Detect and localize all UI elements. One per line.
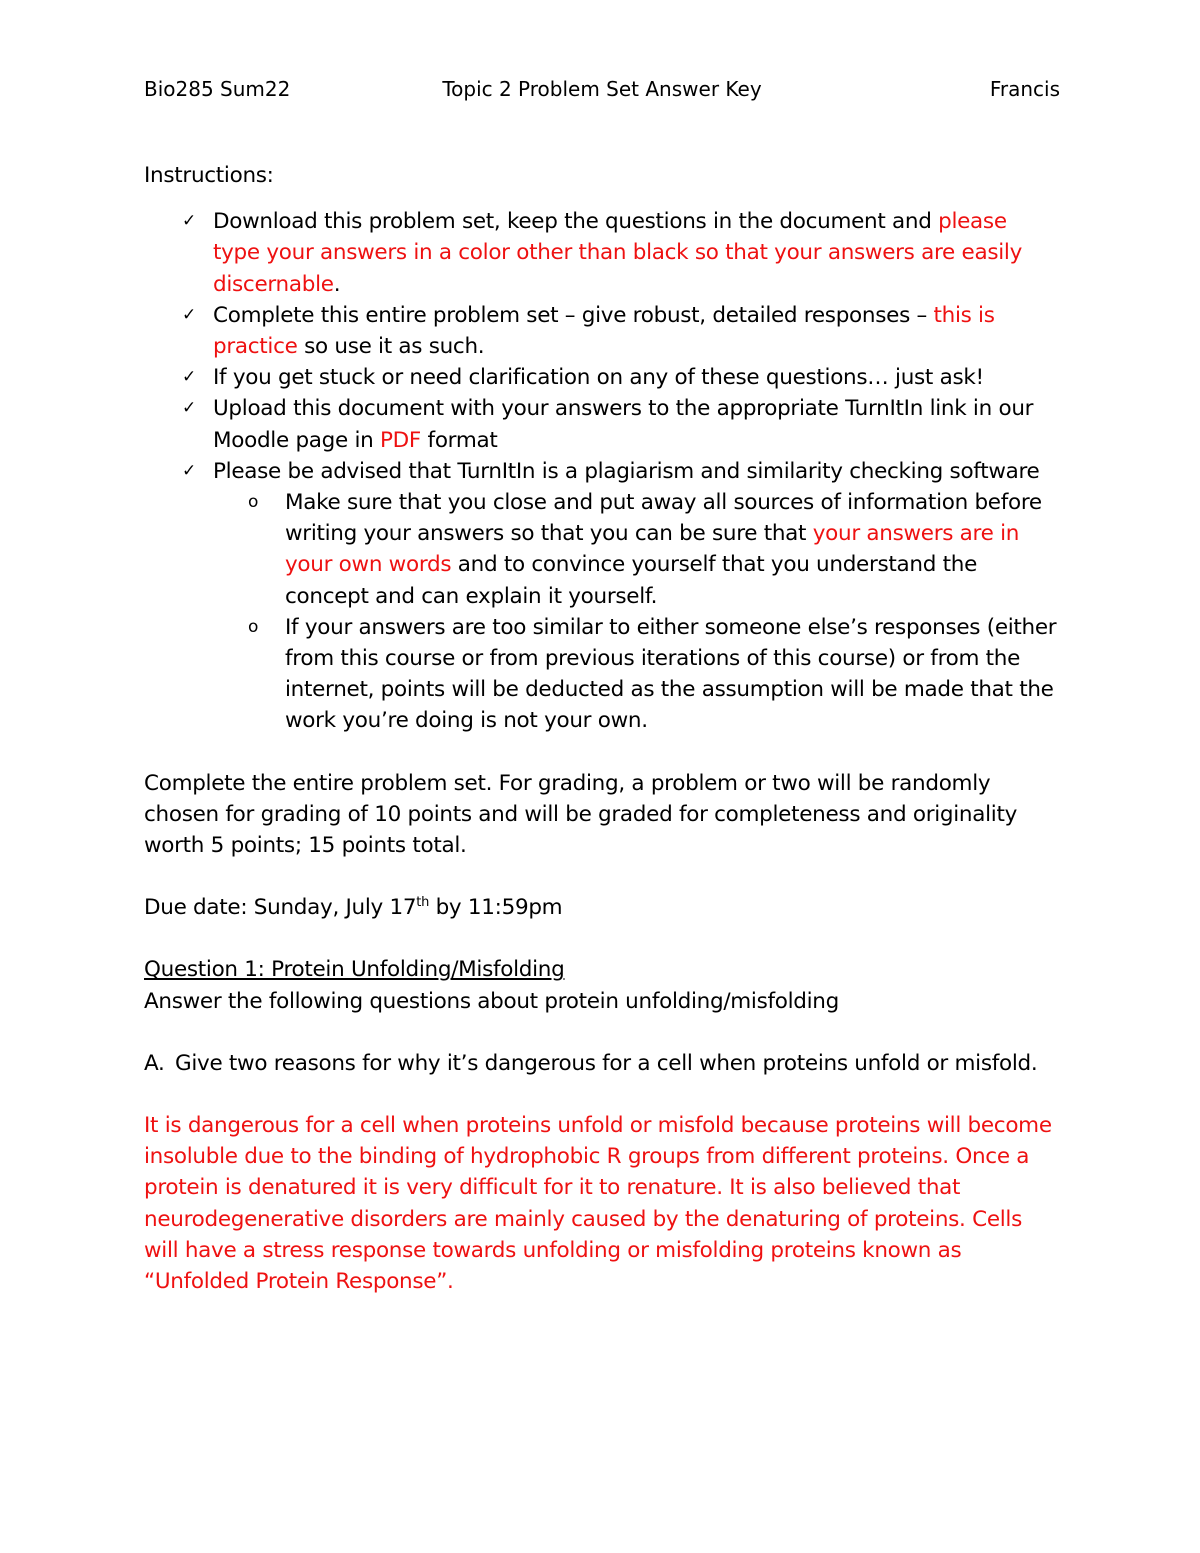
page-header [144, 74, 1060, 104]
due-date-text: Due date: Sunday, July 17 [144, 895, 417, 921]
question-1a-answer: It is dangerous for a cell when proteins unfold or misfold because proteins will become insoluble due to the binding of hydrophobic R groups from different proteins. Once a protein is denatured it is very difficult for it to renature. It is also believed that neurodegenerative disorders are mainly caused by the denaturing of proteins. Cells will have a stress response towards unfolding or misfolding proteins known as “Unfolded Protein Response”. [144, 1113, 1052, 1295]
instruction-text: and to convince yourself that you understand the concept and can explain it yourself. [285, 552, 978, 609]
check-icon: ✓ [182, 211, 196, 232]
instruction-text: If your answers are too similar to either someone else’s responses (either from this course or from previous iterations of this course) or from the internet, points will be deducted as the assumption will be made that the work you’re doing is not your own. [285, 614, 1057, 734]
header-title: Topic 2 Problem Set Answer Key [442, 77, 762, 101]
check-icon: ✓ [182, 460, 196, 481]
instruction-highlight: this is practice [213, 302, 995, 360]
instruction-item [144, 393, 1060, 455]
question-1a-text: Give two reasons for why it’s dangerous for a cell when proteins unfold or misfold. [175, 1050, 1038, 1076]
check-icon: ✓ [182, 367, 196, 388]
instruction-text: Please be advised that TurnItIn is a plagiarism and similarity checking software [213, 458, 1040, 484]
instruction-text: Download this problem set, keep the questions in the document and [213, 209, 939, 235]
instruction-highlight: PDF [380, 427, 422, 453]
question-1-prompt: Answer the following questions about protein unfolding/misfolding [144, 988, 839, 1014]
instruction-highlight: please type your answers in a color other than black so that your answers are easily discernable [213, 209, 1022, 297]
instruction-text: Make sure that you close and put away all sources of information before writing your answers so that you can be sure that [285, 490, 1042, 547]
instruction-text: . [333, 271, 341, 297]
question-1-title: Question 1: Protein Unfolding/Misfolding [144, 957, 565, 983]
instruction-item [144, 362, 1060, 393]
check-icon: ✓ [182, 398, 196, 419]
instruction-item [144, 300, 1060, 362]
header-author: Francis [989, 77, 1060, 101]
instruction-subitem [213, 487, 1060, 612]
question-1a [144, 1048, 1060, 1079]
instruction-highlight: your answers are in your own words [285, 521, 1020, 578]
instruction-text: format [421, 427, 498, 453]
instructions-heading: Instructions: [144, 163, 274, 188]
circle-bullet-icon: o [248, 616, 259, 637]
header-course: Bio285 Sum22 [144, 77, 291, 101]
instruction-item [144, 206, 1060, 300]
instructions-list [144, 206, 1060, 736]
due-date-time: by 11:59pm [429, 895, 563, 921]
instruction-text: If you get stuck or need clarification on any of these questions… just ask! [213, 365, 984, 391]
check-icon: ✓ [182, 304, 196, 325]
instruction-sublist [213, 487, 1060, 737]
grading-paragraph: Complete the entire problem set. For grading, a problem or two will be randomly chosen for grading of 10 points and will be graded for completeness and originality worth 5 points; 15 points total. [144, 770, 1018, 859]
instruction-text: so use it as such. [297, 334, 485, 360]
due-date [144, 892, 1060, 923]
instruction-text: Upload this document with your answers to the appropriate TurnItIn link in our Moodle page in [213, 396, 1034, 453]
question-letter: A. [144, 1050, 165, 1076]
instruction-item [144, 456, 1060, 737]
due-date-suffix: th [416, 895, 430, 911]
document-body [144, 160, 1060, 1297]
instruction-text: Complete this entire problem set – give robust, detailed responses – [213, 302, 934, 328]
instruction-subitem [213, 612, 1060, 737]
circle-bullet-icon: o [248, 492, 259, 513]
